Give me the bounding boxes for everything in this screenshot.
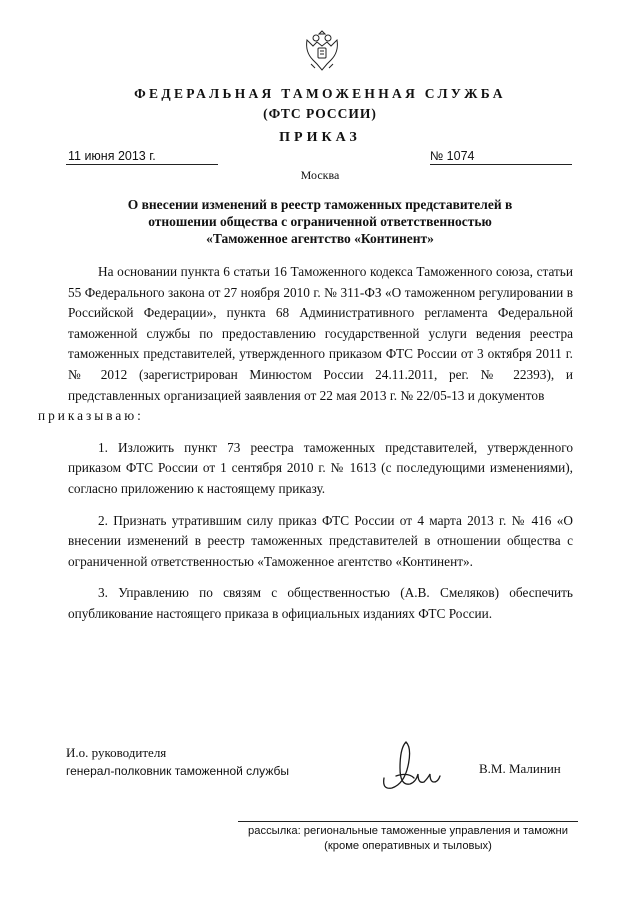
coat-of-arms-icon [303,30,341,72]
position-line: генерал-полковник таможенной службы [66,764,289,778]
order-word: приказываю: [38,408,144,424]
signatory-position [66,744,289,780]
document-body [38,262,573,625]
preamble-paragraph [38,262,573,427]
title-line: О внесении изменений в реестр таможенных представителей в [127,197,513,212]
document-number: 1074 [446,149,475,163]
order-item: 2. Признать утратившим силу приказ ФТС России от 4 марта 2013 г. № 416 «О внесении изменений в реестр таможенных представителей в отношении общества с ограниченной ответственностью «Таможенное агентство «Континент». [68,512,573,569]
document-number-field [430,148,572,165]
document-title [80,196,560,247]
position-line: И.о. руководителя [66,745,167,760]
order-item: 3. Управлению по связям с общественностью (А.В. Смеляков) обеспечить опубликование настоящего приказа в официальных изданиях ФТС России. [68,585,573,621]
mailing-line: (кроме оперативных и тыловых) [324,840,492,852]
document-type: ПРИКАЗ [279,130,361,145]
organization-short-name: (ФТС РОССИИ) [263,106,377,121]
organization-name: ФЕДЕРАЛЬНАЯ ТАМОЖЕННАЯ СЛУЖБА [134,86,506,101]
city: Москва [300,168,340,182]
preamble-text: На основании пункта 6 статьи 16 Таможенного кодекса Таможенного союза, статьи 55 Федерального закона от 27 ноября 2010 г. № 311-ФЗ «О таможенном регулировании в Российской Федерации», пункта 68 Административного регламента Федеральной таможенной службы по предоставлению государственной услуги ведения реестра таможенных представителей, утвержденного приказом ФТС России от 3 октября 2011 г. № 2012 (зарегистрирован Минюстом России 24.11.2011, рег. № 22393), и представленных организацией заявления от 22 мая 2013 г. № 22/05-13 и документов [68,264,573,403]
mailing-line: рассылка: региональные таможенные управления и таможни [248,825,568,837]
number-prefix: № [430,149,444,163]
document-date: 11 июня 2013 г. [66,148,218,165]
title-line: отношении общества с ограниченной ответственностью [148,214,492,229]
order-item: 1. Изложить пункт 73 реестра таможенных представителей, утвержденного приказом ФТС России от 1 сентября 2010 г. № 1613 (с последующими изменениями), согласно приложению к настоящему приказу. [68,439,573,496]
title-line: «Таможенное агентство «Континент» [206,231,434,246]
mailing-list [238,821,578,854]
handwritten-signature [378,738,448,800]
signatory-name: В.М. Малинин [479,761,561,776]
